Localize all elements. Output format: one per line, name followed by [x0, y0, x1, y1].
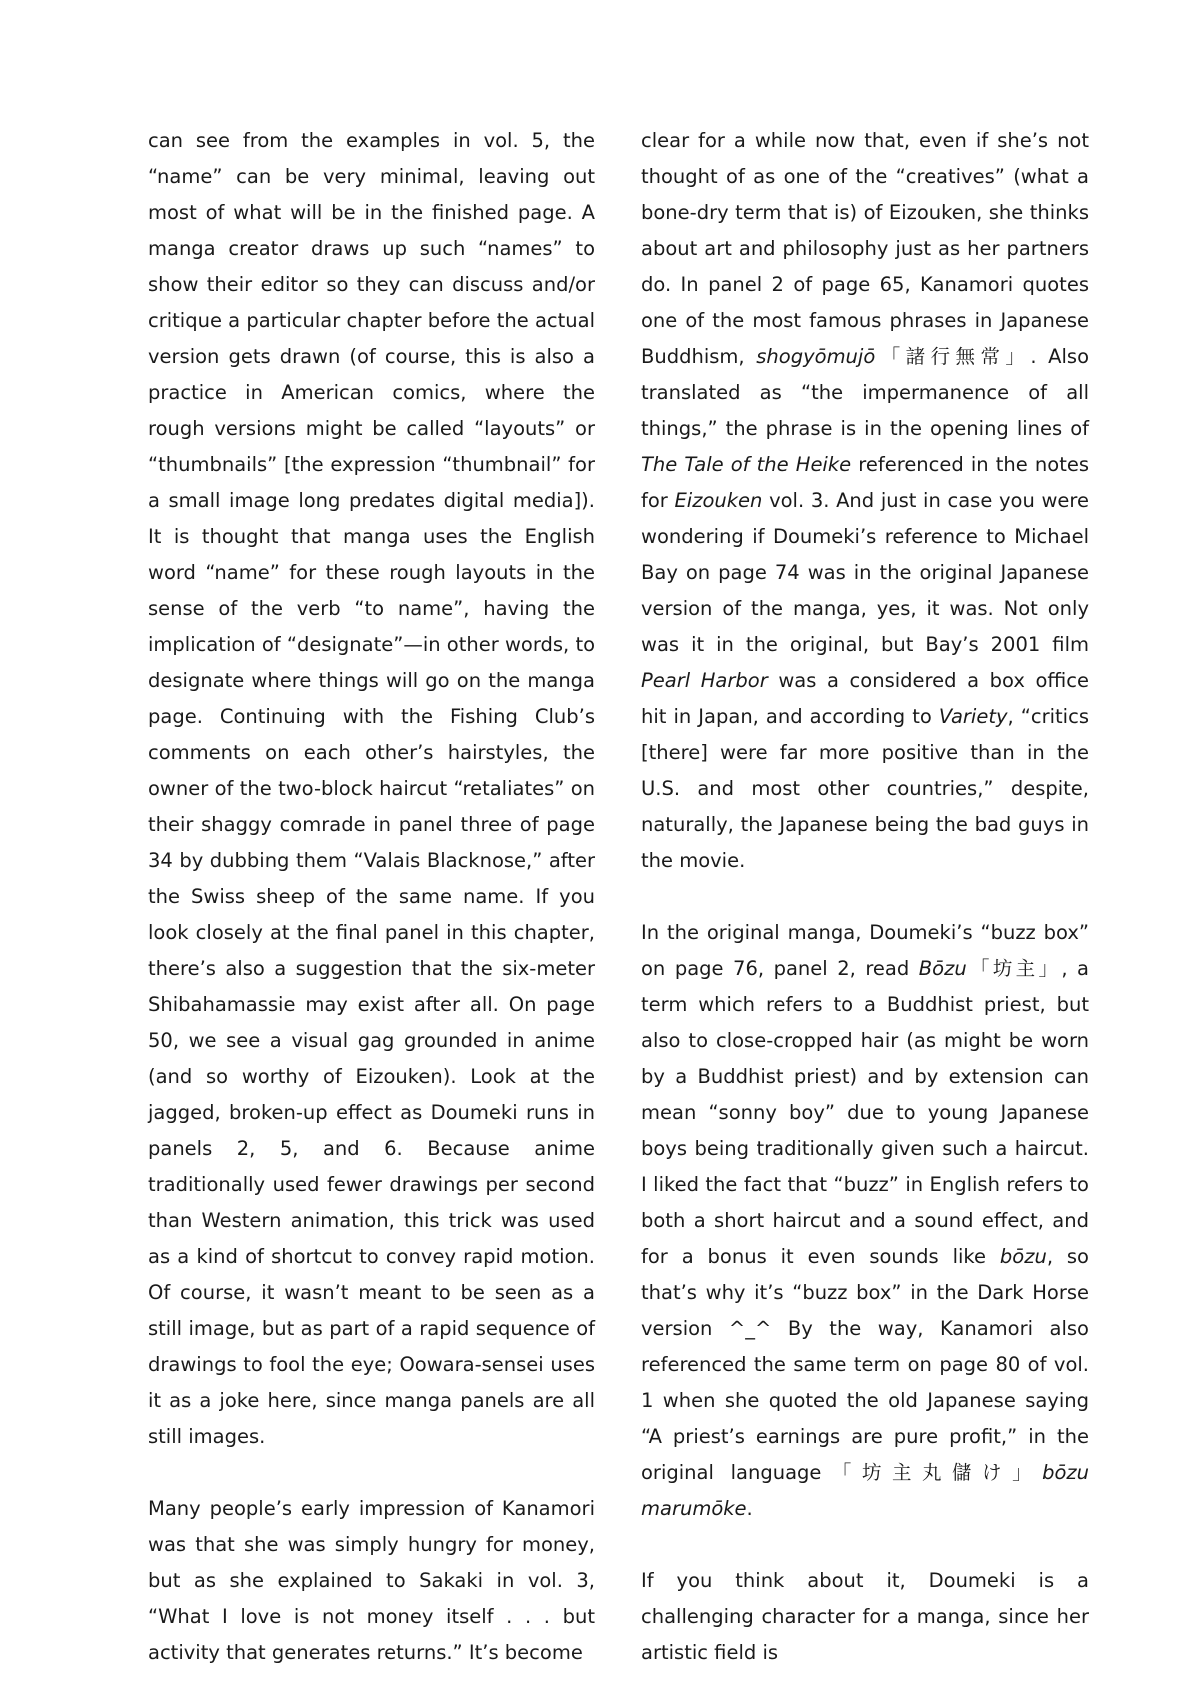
- paragraph: [641, 123, 1089, 879]
- italic-text-run: bōzu marumōke: [641, 1461, 1089, 1520]
- text-run: .: [746, 1497, 753, 1520]
- left-column: [148, 123, 595, 1671]
- text-run: can see from the examples in vol. 5, the “name” can be very minimal, leaving out most of what will be in the finished page. A manga creator draws up such “names” to show their editor so they can discuss and/or critique a particular chapter before the actual version gets drawn (of course, this is also a practice in American comics, where the rough versions might be called “layouts” or “thumbnails” [the expression “thumbnail” for a small image long predates digital media]). It is thought that manga uses the English word “name” for these rough layouts in the sense of the verb “to name”, having the implication of “designate”—in other words, to designate where things will go on the manga page. Continuing with the Fishing Club’s comments on each other’s hairstyles, the owner of the two-block haircut “retaliates” on their shaggy comrade in panel three of page 34 by dubbing them “Valais Blacknose,” after the Swiss sheep of the same name. If you look closely at the final panel in this chapter, there’s also a suggestion that the six-meter Shibahamassie may exist after all. On page 50, we see a visual gag grounded in anime (and so worthy of Eizouken). Look at the jagged, broken-up effect as Doumeki runs in panels 2, 5, and 6. Because anime traditionally used fewer drawings per second than Western animation, this trick was used as a kind of shortcut to convey rapid motion. Of course, it wasn’t meant to be seen as a still image, but as part of a rapid sequence of drawings to fool the eye; Oowara-sensei uses it as a joke here, since manga panels are all still images.: [148, 129, 596, 1448]
- text-run: clear for a while now that, even if she’s not thought of as one of the “creatives” (what a bone-dry term that is) of Eizouken, she thinks about art and philosophy just as her partners do. In panel 2 of page 65, Kanamori quotes one of the most famous phrases in Japanese Buddhism,: [641, 129, 1089, 368]
- italic-text-run: shogyōmujō: [756, 345, 876, 368]
- italic-text-run: Pearl Harbor: [641, 669, 768, 692]
- text-run: was a considered a box office hit in Japan, and according to: [641, 669, 1090, 728]
- paragraph: [641, 915, 1089, 1527]
- text-run: 「諸行無常」. Also translated as “the impermanence of all things,” the phrase is in the opening lines of: [641, 345, 1089, 440]
- italic-text-run: Bōzu: [918, 957, 967, 980]
- text-run: referenced in the notes for: [641, 453, 1089, 512]
- italic-text-run: Eizouken: [674, 489, 763, 512]
- paragraph: [148, 1491, 595, 1671]
- italic-text-run: Variety: [938, 705, 1008, 728]
- paragraph: [641, 1563, 1089, 1671]
- text-run: , “critics [there] were far more positive than in the U.S. and most other countries,” despite, naturally, the Japanese being the bad guys in the movie.: [641, 705, 1089, 872]
- text-run: In the original manga, Doumeki’s “buzz box” on page 76, panel 2, read: [641, 921, 1089, 980]
- paragraph: [148, 123, 595, 1455]
- text-run: Many people’s early impression of Kanamori was that she was simply hungry for money, but as she explained to Sakaki in vol. 3, “What I love is not money itself . . . but activity that generates returns.” It’s become: [148, 1497, 595, 1664]
- text-run: vol. 3. And just in case you were wondering if Doumeki’s reference to Michael Bay on page 74 was in the original Japanese version of the manga, yes, it was. Not only was it in the original, but Bay’s 2001 film: [641, 489, 1090, 656]
- italic-text-run: bōzu: [999, 1245, 1047, 1268]
- text-run: 「坊主」, a term which refers to a Buddhist priest, but also to close-cropped hair (as might be worn by a Buddhist priest) and by extension can mean “sonny boy” due to young Japanese boys being traditionally given such a haircut. I liked the fact that “buzz” in English refers to both a short haircut and a sound effect, and for a bonus it even sounds like: [641, 957, 1089, 1268]
- text-run: If you think about it, Doumeki is a challenging character for a manga, since her artistic field is: [641, 1569, 1089, 1664]
- right-column: [641, 123, 1089, 1671]
- italic-text-run: The Tale of the Heike: [641, 453, 852, 476]
- text-run: , so that’s why it’s “buzz box” in the Dark Horse version ^_^ By the way, Kanamori also referenced the same term on page 80 of vol. 1 when she quoted the old Japanese saying “A priest’s earnings are pure profit,” in the original language「坊主丸儲け」: [641, 1245, 1089, 1484]
